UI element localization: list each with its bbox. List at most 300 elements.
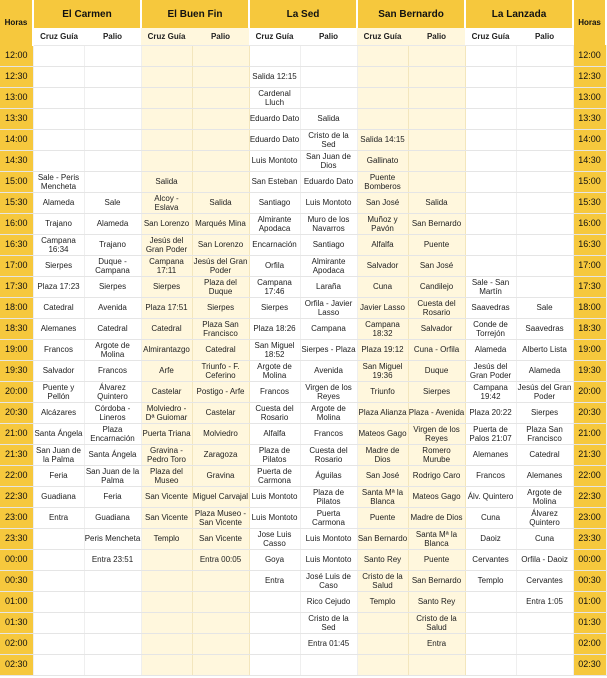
cruz-guia-cell: Muñoz y Pavón [357,213,408,234]
subheader-row [0,28,606,45]
cruz-guia-cell: Puente [357,507,408,528]
palio-cell: San Juan de la Palma [85,466,140,485]
palio-cell: Alameda [84,213,141,234]
table-row [0,486,606,507]
palio-cell: Catedral [516,444,573,465]
palio-cell: Sale [516,297,573,318]
table-row [0,591,606,612]
cruz-guia-cell: Plaza del Museo [141,465,192,486]
palio-cell [84,654,141,675]
palio-cell [192,108,249,129]
palio-cell [84,108,141,129]
palio-cell: Alberto Lista [516,339,573,360]
time-label-right: 14:30 [573,150,606,171]
table-row [0,318,606,339]
palio-cell: Saavedras [516,318,573,339]
time-label-left: 21:30 [0,444,33,465]
cruz-guia-cell [33,108,84,129]
palio-cell [192,654,249,675]
cruz-guia-cell: Puerta Triana [141,423,192,444]
time-label-left: 22:30 [0,486,33,507]
cruz-guia-cell: Almirante Apodaca [249,213,300,234]
cruz-guia-cell: Cristo de la Salud [357,570,408,591]
time-label-right: 22:00 [573,465,606,486]
cruz-guia-cell: Plaza Alianza [357,402,408,423]
palio-cell [408,108,465,129]
cruz-guia-cell: Goya [249,549,300,570]
palio-cell: Cristo de la Salud [408,612,465,633]
cruz-guia-cell: Puerta de Palos 21:07 [465,423,516,444]
palio-cell [516,129,573,150]
cruz-guia-cell [33,129,84,150]
time-label-left: 17:00 [0,255,33,276]
time-label-right: 12:30 [573,66,606,87]
palio-cell: Jesús del Gran Poder [193,256,248,275]
cruz-guia-cell: Puerta de Carmona [249,465,300,486]
palio-cell: San Juan de Dios [300,150,357,171]
palio-cell: Peris Mencheta [84,528,141,549]
palio-cell [408,654,465,675]
cruz-guia-cell: San Vicente [141,486,192,507]
palio-cell: Entra [408,633,465,654]
palio-header: Palio [84,28,141,45]
cruz-guia-cell: Santo Rey [357,549,408,570]
table-row [0,423,606,444]
cruz-guia-cell [357,108,408,129]
cruz-guia-cell: Sale - Peris Mencheta [33,171,84,192]
cruz-guia-cell: Salida 14:15 [357,129,408,150]
cruz-guia-cell [249,633,300,654]
palio-cell: Plaza del Duque [192,276,249,297]
cruz-guia-cell [357,633,408,654]
cruz-guia-cell: Sierpes [33,255,84,276]
palio-cell: Plaza Encarnación [84,423,141,444]
table-row [0,381,606,402]
palio-cell: Trajano [84,234,141,255]
palio-cell [192,570,249,591]
cruz-guia-cell [141,633,192,654]
palio-cell: Sierpes [192,297,249,318]
palio-cell: Puente [408,234,465,255]
brotherhood-header: El Buen Fin [141,0,249,28]
cruz-guia-cell: Guadiana [33,486,84,507]
palio-cell [84,87,141,108]
cruz-guia-cell: Salida [141,171,192,192]
palio-cell [84,570,141,591]
cruz-guia-cell: Sierpes [249,297,300,318]
palio-cell [516,213,573,234]
palio-cell [516,612,573,633]
cruz-guia-cell: Santiago [249,192,300,213]
palio-cell: Luis Montoto [300,192,357,213]
time-label-right: 20:00 [573,381,606,402]
cruz-guia-cell [465,612,516,633]
time-label-right: 21:00 [573,423,606,444]
time-label-left: 02:00 [0,633,33,654]
cruz-guia-cell: Templo [465,570,516,591]
hours-header-left: Horas [0,0,33,45]
cruz-guia-cell [141,129,192,150]
table-row [0,276,606,297]
cruz-guia-cell: Luis Montoto [249,507,300,528]
brotherhood-header: El Carmen [33,0,141,28]
palio-cell: Francos [300,423,357,444]
palio-cell [192,150,249,171]
palio-cell [516,633,573,654]
table-row [0,360,606,381]
cruz-guia-cell: San Esteban [249,171,300,192]
palio-cell: Entra 1:05 [516,591,573,612]
cruz-guia-cell [465,591,516,612]
time-label-right: 17:00 [573,255,606,276]
cruz-guia-cell: Catedral [33,297,84,318]
palio-cell: Salida [408,192,465,213]
palio-cell: Zaragoza [192,444,249,465]
cruz-guia-cell: Puente Bomberos [357,171,408,192]
palio-cell [192,633,249,654]
cruz-guia-cell [465,108,516,129]
cruz-guia-cell: Jesús del Gran Poder [141,234,192,255]
cruz-guia-cell: Campana 17:46 [249,276,300,297]
time-label-right: 15:00 [573,171,606,192]
cruz-guia-cell: Molviedro - Dª Guiomar [141,402,192,423]
palio-cell: Sierpes - Plaza [300,339,357,360]
palio-cell: San Bernardo [408,213,465,234]
time-label-left: 14:30 [0,150,33,171]
cruz-guia-header: Cruz Guía [465,28,516,45]
cruz-guia-cell: Cuesta del Rosario [249,402,300,423]
palio-cell: Catedral [192,339,249,360]
cruz-guia-cell [357,612,408,633]
table-row [0,465,606,486]
time-label-left: 21:00 [0,423,33,444]
palio-cell: Orfila - Javier Lasso [300,297,357,318]
table-row [0,234,606,255]
palio-cell: Duque [408,360,465,381]
brotherhood-header: La Lanzada [465,0,573,28]
palio-cell: Argote de Molina [300,402,357,423]
cruz-guia-cell: Arfe [141,360,192,381]
cruz-guia-cell [249,612,300,633]
palio-cell: San Vicente [192,528,249,549]
cruz-guia-cell [465,45,516,66]
table-row [0,507,606,528]
cruz-guia-cell: Eduardo Dato [249,108,300,129]
time-label-right: 17:30 [573,276,606,297]
palio-cell: Campana [300,318,357,339]
palio-cell [84,45,141,66]
time-label-right: 16:30 [573,234,606,255]
cruz-guia-cell [465,129,516,150]
cruz-guia-cell [465,171,516,192]
palio-cell: Miguel Carvajal [192,486,249,507]
palio-cell [516,234,573,255]
palio-cell: Salida [300,108,357,129]
time-label-right: 18:30 [573,318,606,339]
time-label-left: 13:00 [0,87,33,108]
cruz-guia-cell: Luis Montoto [249,150,300,171]
cruz-guia-cell: Cuna [465,507,516,528]
palio-cell [516,171,573,192]
time-label-right: 02:30 [573,654,606,675]
time-label-left: 00:00 [0,549,33,570]
table-row [0,192,606,213]
palio-cell: Salvador [408,318,465,339]
table-row [0,255,606,276]
palio-cell: Cuesta del Rosario [300,444,357,465]
palio-cell [192,45,249,66]
palio-cell: Jesús del Gran Poder [517,382,572,401]
palio-cell: Entra 01:45 [300,633,357,654]
cruz-guia-cell [141,66,192,87]
time-label-right: 19:00 [573,339,606,360]
palio-cell: Salida [192,192,249,213]
palio-cell: Francos [84,360,141,381]
time-label-left: 12:30 [0,66,33,87]
cruz-guia-header: Cruz Guía [249,28,300,45]
cruz-guia-cell: Salida 12:15 [249,66,300,87]
palio-cell: Plaza de Pilatos [300,486,357,507]
cruz-guia-cell: Santa Ángela [33,423,84,444]
table-row [0,633,606,654]
palio-cell: Madre de Dios [408,507,465,528]
cruz-guia-cell: Salvador [33,360,84,381]
cruz-guia-cell: Jesús del Gran Poder [465,360,516,381]
time-label-left: 16:00 [0,213,33,234]
cruz-guia-cell: Plaza 20:22 [465,402,516,423]
cruz-guia-cell: Puente y Pellón [33,381,84,402]
cruz-guia-cell [465,255,516,276]
cruz-guia-cell [465,633,516,654]
cruz-guia-cell [33,654,84,675]
cruz-guia-cell: Encarnación [249,234,300,255]
time-label-right: 15:30 [573,192,606,213]
cruz-guia-cell: Entra [33,507,84,528]
time-label-right: 21:30 [573,444,606,465]
palio-cell: Virgen de los Reyes [408,423,465,444]
cruz-guia-cell: San Miguel 18:52 [249,339,300,360]
palio-cell: Plaza San Francisco [192,318,249,339]
palio-cell: Argote de Molina [84,339,141,360]
cruz-guia-cell: Eduardo Dato [249,129,300,150]
cruz-guia-cell [141,549,192,570]
table-row [0,213,606,234]
time-label-left: 20:30 [0,402,33,423]
palio-cell [84,150,141,171]
table-row [0,129,606,150]
time-label-right: 14:00 [573,129,606,150]
palio-cell [84,66,141,87]
cruz-guia-cell: San Lorenzo [141,213,192,234]
palio-cell: Santa Ángela [84,444,141,465]
palio-cell [408,66,465,87]
cruz-guia-cell: Cervantes [465,549,516,570]
palio-cell: Triunfo - F. Ceferino [192,360,249,381]
time-label-left: 19:00 [0,339,33,360]
time-label-right: 13:00 [573,87,606,108]
palio-cell: Cuesta del Rosario [408,297,465,318]
cruz-guia-cell: Saavedras [465,297,516,318]
palio-cell: Santa Mª la Blanca [408,528,465,549]
palio-cell: Postigo - Arfe [192,381,249,402]
hours-header-right: Horas [573,0,606,45]
palio-cell: Muro de los Navarros [300,213,357,234]
cruz-guia-cell: Alcázares [33,402,84,423]
time-label-right: 01:30 [573,612,606,633]
time-label-right: 13:30 [573,108,606,129]
palio-cell: Luis Montoto [300,549,357,570]
cruz-guia-cell: Conde de Torrejón [465,318,516,339]
palio-cell: Plaza Museo - San Vicente [192,507,249,528]
cruz-guia-cell [465,192,516,213]
time-label-left: 22:00 [0,465,33,486]
cruz-guia-cell [465,213,516,234]
palio-cell: Plaza San Francisco [516,423,573,444]
palio-header: Palio [408,28,465,45]
table-row [0,87,606,108]
palio-cell: Laraña [300,276,357,297]
cruz-guia-cell: Jose Luis Casso [249,528,300,549]
cruz-guia-cell [465,87,516,108]
cruz-guia-cell: Alemanes [33,318,84,339]
cruz-guia-cell: Alameda [465,339,516,360]
cruz-guia-cell [357,66,408,87]
time-label-left: 23:30 [0,528,33,549]
time-label-left: 16:30 [0,234,33,255]
cruz-guia-cell [141,150,192,171]
cruz-guia-cell [33,633,84,654]
palio-cell [300,45,357,66]
table-row [0,171,606,192]
cruz-guia-cell: Trajano [33,213,84,234]
palio-cell: Sierpes [408,381,465,402]
palio-cell: Molviedro [192,423,249,444]
palio-cell: Avenida [84,297,141,318]
cruz-guia-cell: San Miguel 19:36 [357,360,408,381]
palio-cell [516,108,573,129]
cruz-guia-cell: San José [357,192,408,213]
cruz-guia-cell: Cuna [357,276,408,297]
time-label-left: 15:00 [0,171,33,192]
table-row [0,45,606,66]
cruz-guia-cell [33,87,84,108]
palio-cell [192,87,249,108]
palio-cell: Entra 00:05 [192,549,249,570]
cruz-guia-cell: Cardenal Lluch [249,87,300,108]
palio-cell [192,591,249,612]
cruz-guia-cell: Daoiz [465,528,516,549]
time-label-left: 00:30 [0,570,33,591]
palio-header: Palio [192,28,249,45]
cruz-guia-cell: Feria [33,465,84,486]
cruz-guia-cell [465,234,516,255]
cruz-guia-cell: Francos [249,381,300,402]
cruz-guia-cell: Alfalfa [357,234,408,255]
palio-cell: San José [408,255,465,276]
palio-cell [516,87,573,108]
palio-cell: Gravina [192,465,249,486]
cruz-guia-cell: Alcoy - Eslava [141,192,192,213]
palio-cell: José Luis de Caso [300,570,357,591]
cruz-guia-cell: Gallinato [357,150,408,171]
time-label-right: 23:00 [573,507,606,528]
table-row [0,297,606,318]
cruz-guia-cell: Santa Mª la Blanca [357,486,408,507]
time-label-left: 01:00 [0,591,33,612]
cruz-guia-cell: Orfila [249,255,300,276]
table-row [0,108,606,129]
cruz-guia-cell: Madre de Dios [357,444,408,465]
cruz-guia-cell: Alfalfa [249,423,300,444]
cruz-guia-cell: Templo [357,591,408,612]
palio-cell [84,612,141,633]
palio-cell: Argote de Molina [516,486,573,507]
table-row [0,528,606,549]
cruz-guia-header: Cruz Guía [141,28,192,45]
cruz-guia-cell [33,45,84,66]
cruz-guia-cell [33,591,84,612]
cruz-guia-cell [465,150,516,171]
table-row [0,654,606,675]
cruz-guia-cell: Javier Lasso [357,297,408,318]
palio-cell: Feria [84,486,141,507]
palio-cell: Sierpes [84,276,141,297]
palio-cell: Almirante Apodaca [300,255,357,276]
time-label-left: 17:30 [0,276,33,297]
time-label-left: 19:30 [0,360,33,381]
cruz-guia-cell [357,45,408,66]
palio-cell: Sierpes [516,402,573,423]
time-label-left: 23:00 [0,507,33,528]
table-row [0,402,606,423]
palio-cell: Puerta Carmona [300,507,357,528]
cruz-guia-cell: Almirantazgo [141,339,192,360]
cruz-guia-cell [141,591,192,612]
palio-cell: Sale [84,192,141,213]
palio-cell [408,45,465,66]
palio-cell [300,654,357,675]
time-label-right: 01:00 [573,591,606,612]
palio-cell: Avenida [300,360,357,381]
palio-cell [408,87,465,108]
palio-cell: Duque - Campana [84,255,141,276]
palio-cell: Puente [408,549,465,570]
cruz-guia-cell: Plaza 17:23 [33,276,84,297]
table-row [0,444,606,465]
palio-cell: Castelar [192,402,249,423]
palio-cell: Álvarez Quintero [84,381,141,402]
cruz-guia-cell: Alameda [33,192,84,213]
cruz-guia-cell [465,654,516,675]
cruz-guia-cell [357,654,408,675]
palio-cell [84,129,141,150]
palio-cell: Alameda [516,360,573,381]
palio-cell [300,87,357,108]
time-label-right: 23:30 [573,528,606,549]
cruz-guia-cell: Mateos Gago [357,423,408,444]
cruz-guia-cell: San Bernardo [357,528,408,549]
palio-cell [516,654,573,675]
time-label-right: 20:30 [573,402,606,423]
cruz-guia-cell: Francos [33,339,84,360]
cruz-guia-cell: Alemanes [465,444,516,465]
cruz-guia-cell [249,45,300,66]
palio-cell [408,171,465,192]
cruz-guia-cell [33,66,84,87]
time-label-right: 16:00 [573,213,606,234]
palio-cell: Rodrigo Caro [408,465,465,486]
time-label-left: 01:30 [0,612,33,633]
